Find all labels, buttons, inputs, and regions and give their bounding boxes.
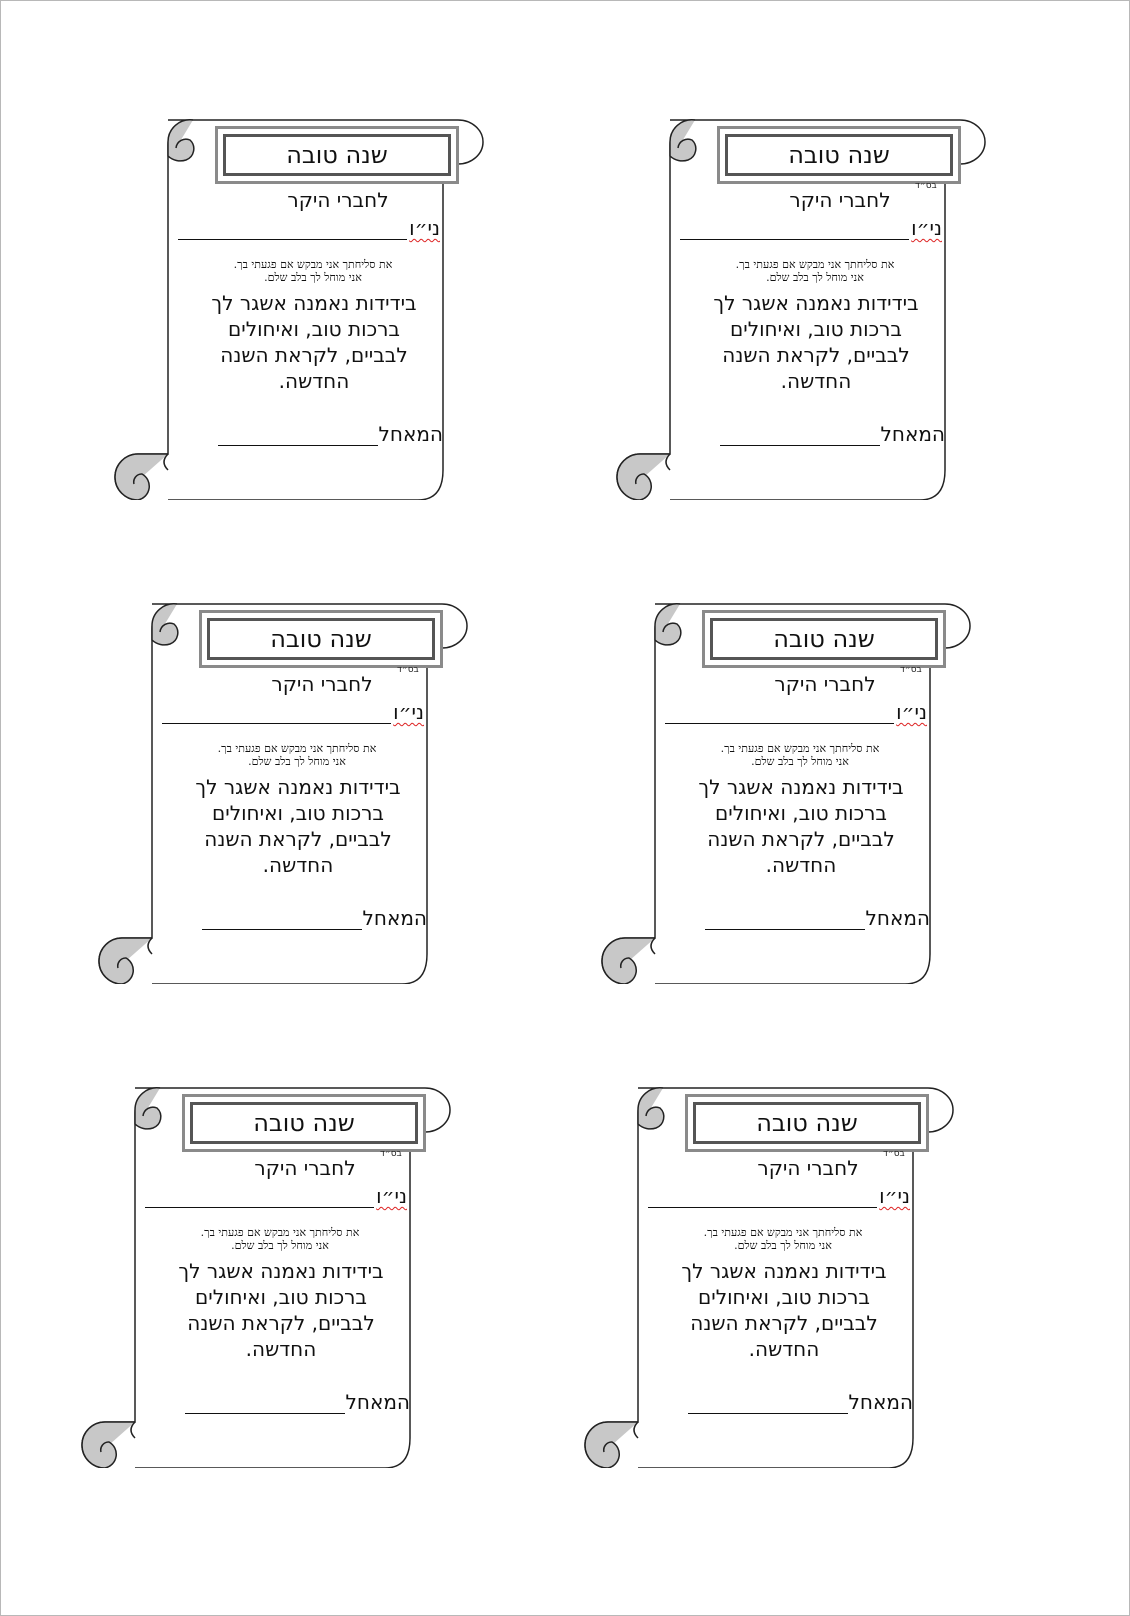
- recipient-name-line: [665, 698, 927, 724]
- wish-line: בידידות נאמנה אשגר לך: [211, 291, 417, 315]
- title-frame: [717, 126, 961, 184]
- signer-line: [160, 1388, 410, 1414]
- wish-line: בידידות נאמנה אשגר לך: [195, 775, 401, 799]
- title-frame: [702, 610, 946, 668]
- bsd-mark: בס״ד: [380, 1149, 402, 1159]
- signer-line: [663, 1388, 913, 1414]
- name-blank: [680, 218, 909, 240]
- greeting-line: לחברי היקר: [271, 672, 373, 696]
- wish-line: לבביים, לקראת השנה: [220, 343, 408, 367]
- greeting-card: [600, 110, 1030, 500]
- apology-line: את סליחתך אני מבקש אם פגעתי בך.: [217, 742, 377, 755]
- wish-text: [680, 290, 952, 394]
- greeting-card: [82, 594, 512, 984]
- recipient-name-line: [162, 698, 424, 724]
- signer-label: המאחל: [848, 1390, 913, 1414]
- wish-text: [665, 774, 937, 878]
- name-suffix: ני״ו: [879, 1184, 910, 1208]
- signer-line: [695, 420, 945, 446]
- apology-text: [160, 1226, 400, 1252]
- card-title: שנה טובה: [253, 1109, 355, 1137]
- title-frame: [199, 610, 443, 668]
- recipient-name-line: [145, 1182, 407, 1208]
- apology-line: את סליחתך אני מבקש אם פגעתי בך.: [735, 258, 895, 271]
- wish-text: [162, 774, 434, 878]
- greeting-card: [585, 594, 1015, 984]
- wish-line: ברכות טוב, ואיחולים: [212, 801, 384, 825]
- signer-line: [680, 904, 930, 930]
- apology-text: [177, 742, 417, 768]
- bsd-mark: בס״ד: [915, 181, 937, 191]
- title-frame: [215, 126, 459, 184]
- name-blank: [665, 702, 894, 724]
- name-suffix: ני״ו: [393, 700, 424, 724]
- wish-line: החדשה.: [262, 853, 334, 877]
- wish-line: ברכות טוב, ואיחולים: [715, 801, 887, 825]
- wish-line: ברכות טוב, ואיחולים: [730, 317, 902, 341]
- wish-line: החדשה.: [245, 1337, 317, 1361]
- signer-line: [177, 904, 427, 930]
- wish-line: לבביים, לקראת השנה: [707, 827, 895, 851]
- card-title: שנה טובה: [756, 1109, 858, 1137]
- bsd-mark: בס״ד: [900, 665, 922, 675]
- apology-text: [695, 258, 935, 284]
- title-frame: [685, 1094, 929, 1152]
- wish-text: [648, 1258, 920, 1362]
- signer-label: המאחל: [345, 1390, 410, 1414]
- greeting-card: [65, 1078, 495, 1468]
- apology-text: [680, 742, 920, 768]
- apology-line: אני מוחל לך בלב שלם.: [264, 271, 362, 284]
- greeting-line: לחברי היקר: [254, 1156, 356, 1180]
- name-blank: [648, 1186, 877, 1208]
- wish-line: לבביים, לקראת השנה: [187, 1311, 375, 1335]
- apology-text: [193, 258, 433, 284]
- apology-line: אני מוחל לך בלב שלם.: [766, 271, 864, 284]
- wish-line: ברכות טוב, ואיחולים: [228, 317, 400, 341]
- wish-text: [145, 1258, 417, 1362]
- signer-blank: [218, 424, 378, 446]
- greeting-line: לחברי היקר: [757, 1156, 859, 1180]
- recipient-name-line: [648, 1182, 910, 1208]
- name-suffix: ני״ו: [911, 216, 942, 240]
- card-title: שנה טובה: [788, 141, 890, 169]
- wish-line: החדשה.: [765, 853, 837, 877]
- apology-line: אני מוחל לך בלב שלם.: [751, 755, 849, 768]
- wish-line: בידידות נאמנה אשגר לך: [713, 291, 919, 315]
- name-suffix: ני״ו: [376, 1184, 407, 1208]
- recipient-name-line: [680, 214, 942, 240]
- bsd-mark: בס״ד: [397, 665, 419, 675]
- signer-label: המאחל: [362, 906, 427, 930]
- card-title: שנה טובה: [773, 625, 875, 653]
- signer-line: [193, 420, 443, 446]
- wish-line: החדשה.: [278, 369, 350, 393]
- signer-blank: [202, 908, 362, 930]
- signer-label: המאחל: [865, 906, 930, 930]
- wish-text: [178, 290, 450, 394]
- apology-line: אני מוחל לך בלב שלם.: [231, 1239, 329, 1252]
- wish-line: ברכות טוב, ואיחולים: [195, 1285, 367, 1309]
- greeting-line: לחברי היקר: [287, 188, 389, 212]
- wish-line: לבביים, לקראת השנה: [204, 827, 392, 851]
- apology-line: את סליחתך אני מבקש אם פגעתי בך.: [233, 258, 393, 271]
- greeting-card: [568, 1078, 998, 1468]
- name-suffix: ני״ו: [896, 700, 927, 724]
- greeting-line: לחברי היקר: [774, 672, 876, 696]
- greeting-line: לחברי היקר: [789, 188, 891, 212]
- wish-line: החדשה.: [748, 1337, 820, 1361]
- wish-line: לבביים, לקראת השנה: [722, 343, 910, 367]
- apology-line: את סליחתך אני מבקש אם פגעתי בך.: [720, 742, 880, 755]
- apology-line: את סליחתך אני מבקש אם פגעתי בך.: [703, 1226, 863, 1239]
- wish-line: ברכות טוב, ואיחולים: [698, 1285, 870, 1309]
- apology-line: את סליחתך אני מבקש אם פגעתי בך.: [200, 1226, 360, 1239]
- bsd-mark: בס״ד: [883, 1149, 905, 1159]
- wish-line: בידידות נאמנה אשגר לך: [178, 1259, 384, 1283]
- wish-line: בידידות נאמנה אשגר לך: [698, 775, 904, 799]
- greeting-card: [98, 110, 528, 500]
- signer-label: המאחל: [378, 422, 443, 446]
- card-title: שנה טובה: [270, 625, 372, 653]
- recipient-name-line: [178, 214, 440, 240]
- name-suffix: ני״ו: [409, 216, 440, 240]
- wish-line: לבביים, לקראת השנה: [690, 1311, 878, 1335]
- signer-blank: [185, 1392, 345, 1414]
- card-title: שנה טובה: [286, 141, 388, 169]
- apology-text: [663, 1226, 903, 1252]
- title-frame: [182, 1094, 426, 1152]
- signer-blank: [720, 424, 880, 446]
- name-blank: [178, 218, 407, 240]
- wish-line: בידידות נאמנה אשגר לך: [681, 1259, 887, 1283]
- wish-line: החדשה.: [780, 369, 852, 393]
- apology-line: אני מוחל לך בלב שלם.: [734, 1239, 832, 1252]
- signer-blank: [705, 908, 865, 930]
- apology-line: אני מוחל לך בלב שלם.: [248, 755, 346, 768]
- name-blank: [145, 1186, 374, 1208]
- name-blank: [162, 702, 391, 724]
- signer-blank: [688, 1392, 848, 1414]
- signer-label: המאחל: [880, 422, 945, 446]
